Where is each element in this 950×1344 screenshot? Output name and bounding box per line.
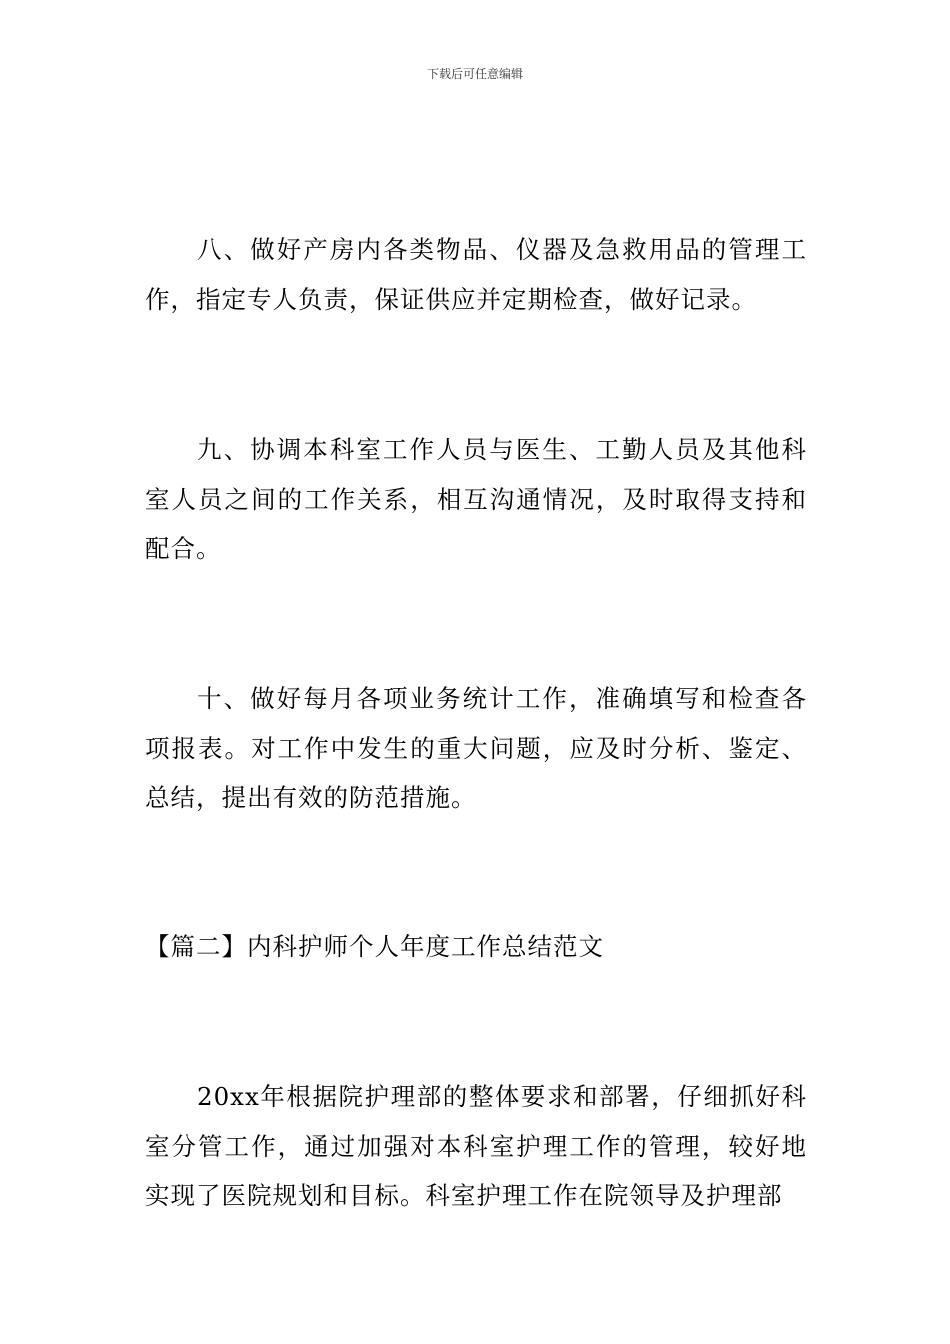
paragraph-item-8: 八、做好产房内各类物品、仪器及急救用品的管理工作，指定专人负责，保证供应并定期检查，做好记录。 — [145, 235, 807, 314]
paragraph-item-9: 九、协调本科室工作人员与医生、工勤人员及其他科室人员之间的工作关系，相互沟通情况，及时取得支持和配合。 — [145, 435, 807, 563]
section-intro-paragraph: 20xx年根据院护理部的整体要求和部署，仔细抓好科室分管工作，通过加强对本科室护理工作的管理，较好地实现了医院规划和目标。科室护理工作在院领导及护理部 — [145, 1082, 807, 1210]
section-heading: 【篇二】内科护师个人年度工作总结范文 — [145, 932, 604, 961]
paragraph-item-10: 十、做好每月各项业务统计工作，准确填写和检查各项报表。对工作中发生的重大问题，应及时分析、鉴定、总结，提出有效的防范措施。 — [145, 684, 807, 812]
page-header-note: 下载后可任意编辑 — [426, 67, 523, 81]
